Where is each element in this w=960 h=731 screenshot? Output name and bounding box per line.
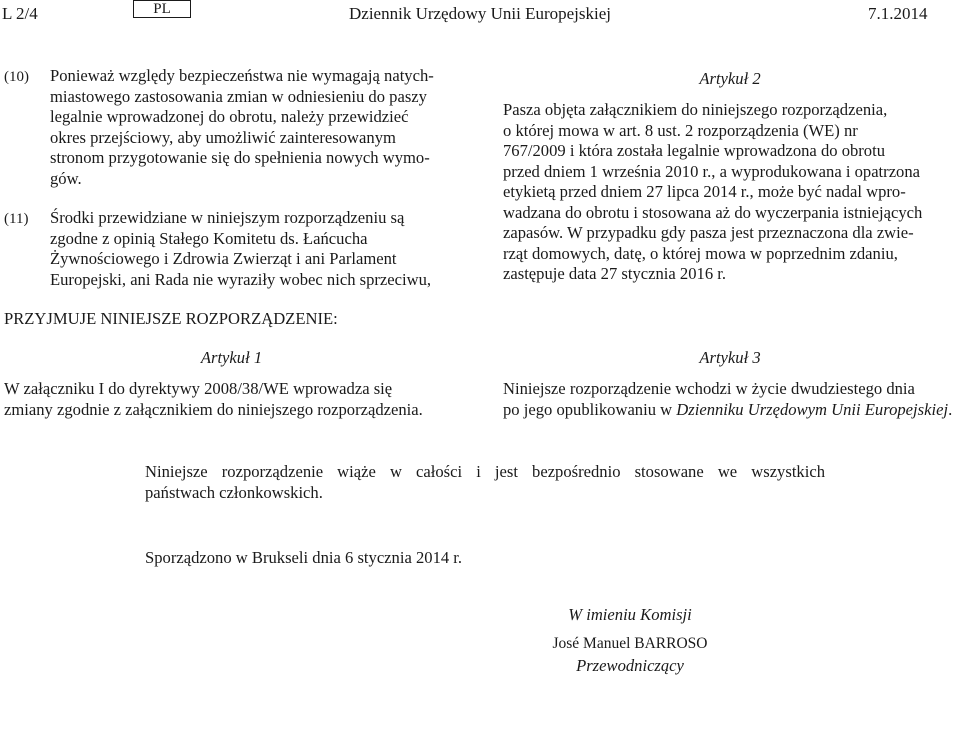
text-line: Niniejsze rozporządzenie wiąże w całości i jest bezpośrednio stosowane we wszystkich (145, 462, 825, 481)
language-code-box: PL (133, 0, 191, 18)
article-2-body (503, 100, 957, 285)
series-page-number: L 2/4 (2, 4, 38, 23)
text-line: zmiany zgodnie z załącznikiem do niniejszego rozporządzenia. (4, 399, 423, 419)
text-line: Ponieważ względy bezpieczeństwa nie wymagają natych- (50, 66, 434, 85)
article-3-title: Artykuł 3 (699, 348, 761, 367)
recital-10 (50, 66, 455, 189)
signatory-role: Przewodniczący (576, 656, 684, 675)
binding-clause (145, 462, 825, 503)
recital-number: (10) (4, 69, 29, 85)
text-line (503, 400, 957, 421)
text-line: stronom przygotowanie się do spełnienia nowych wymo- (50, 148, 430, 167)
done-at-clause: Sporządzono w Brukseli dnia 6 stycznia 2014 r. (145, 548, 463, 567)
text-fragment: po jego opublikowaniu w (503, 399, 677, 419)
recital-number: (11) (4, 211, 29, 227)
text-line: W załączniku I do dyrektywy 2008/38/WE wprowadza się (4, 379, 393, 398)
signatory-name: José Manuel BARROSO (552, 635, 708, 652)
adoption-formula: PRZYJMUJE NINIEJSZE ROZPORZĄDZENIE: (4, 309, 338, 328)
journal-title: Dziennik Urzędowy Unii Europejskiej (349, 4, 612, 23)
text-line: Środki przewidziane w niniejszym rozporządzeniu są (50, 208, 405, 227)
text-line: zastępuje data 27 stycznia 2016 r. (503, 264, 727, 283)
text-line: zapasów. W przypadku gdy pasza jest przeznaczona dla zwie- (503, 223, 914, 242)
text-line: przed dniem 1 września 2010 r., a wyprodukowana i opatrzona (503, 161, 921, 181)
article-1-body (4, 379, 459, 420)
text-line: legalnie wprowadzonej do obrotu, należy przewidzieć (50, 107, 409, 126)
text-line: 767/2009 i która została legalnie wprowadzona do obrotu (503, 141, 886, 160)
text-line: gów. (50, 168, 82, 188)
text-line: rząt domowych, datę, o której mowa w poprzednim zdaniu, (503, 243, 898, 263)
text-line: miastowego zastosowania zmian w odniesieniu do paszy (50, 86, 427, 106)
text-fragment: . (948, 399, 953, 419)
article-3-body (503, 379, 957, 420)
text-line: Europejski, ani Rada nie wyraziły wobec nich sprzeciwu, (50, 269, 432, 289)
text-line: wadzana do obrotu i stosowana aż do wyczerpania istniejących (503, 202, 923, 222)
text-line: Żywnościowego i Zdrowia Zwierząt i ani Parlament (50, 249, 397, 268)
text-line: okres przejściowy, aby umożliwić zainteresowanym (50, 127, 396, 147)
text-line: zgodne z opinią Stałego Komitetu ds. Łańcucha (50, 228, 368, 248)
journal-name-italic: Dzienniku Urzędowym Unii Europejskiej (676, 399, 949, 419)
recital-11 (50, 208, 455, 290)
signature-on-behalf: W imieniu Komisji (568, 605, 692, 624)
text-line: Pasza objęta załącznikiem do niniejszego rozporządzenia, (503, 100, 888, 119)
text-line: o której mowa w art. 8 ust. 2 rozporządzenia (WE) nr (503, 120, 858, 140)
text-line: Niniejsze rozporządzenie wchodzi w życie dwudziestego dnia (503, 379, 915, 398)
article-2-title: Artykuł 2 (699, 69, 761, 88)
text-line: państwach członkowskich. (145, 482, 323, 502)
text-line: etykietą przed dniem 27 lipca 2014 r., może być nadal wpro- (503, 182, 906, 201)
publication-date: 7.1.2014 (868, 4, 928, 23)
article-1-title: Artykuł 1 (200, 348, 263, 367)
